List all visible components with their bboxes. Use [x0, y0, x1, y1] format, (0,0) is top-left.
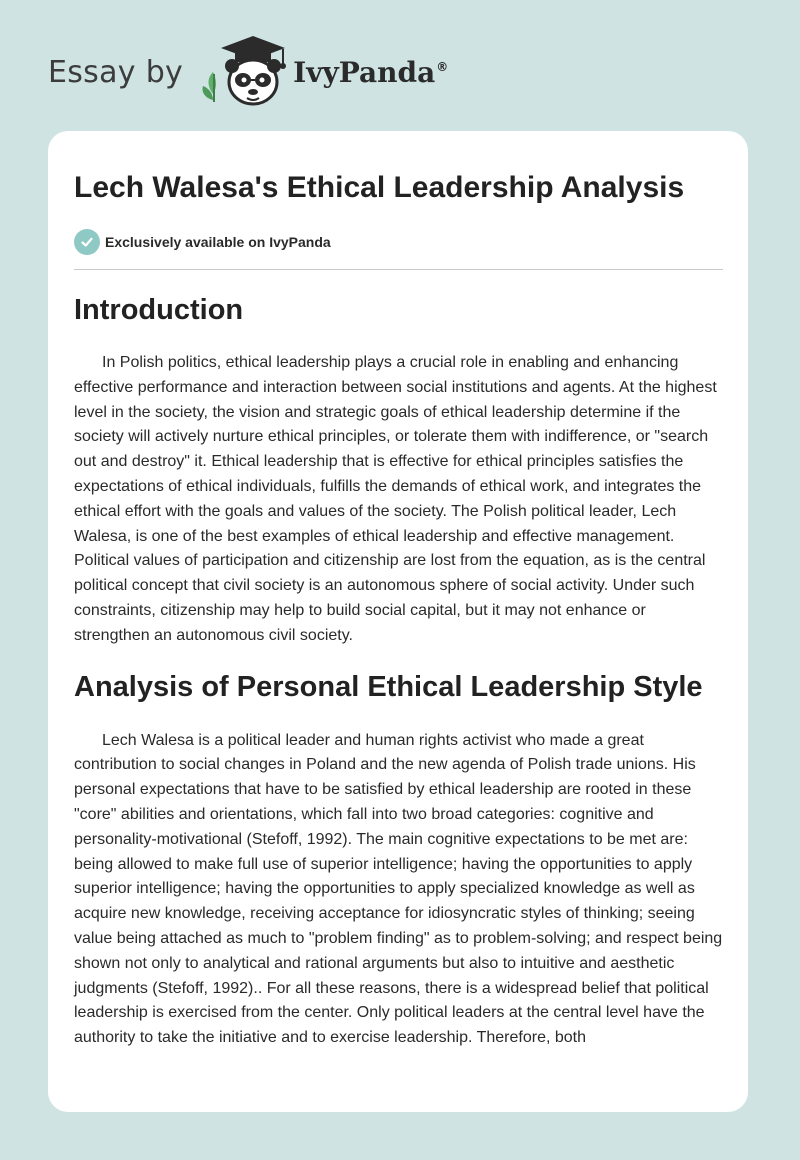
title-divider: [74, 269, 723, 270]
exclusive-badge-text: Exclusively available on IvyPanda: [105, 234, 331, 250]
section-heading-analysis: Analysis of Personal Ethical Leadership Style: [74, 670, 703, 703]
section-paragraph-introduction: In Polish politics, ethical leadership plays a crucial role in enabling and enhancing effective performance and interaction between social institutions and agents. At the highest level in the society, the vision and strategic goals of ethical leadership determine if the society will actively nurture ethical principles, or tolerate them with indifference, or "search out and destroy" it. Ethical leadership that is effective for ethical principles satisfies the expectations of ethical individuals, fulfills the demands of ethical work, and integrates the ethical effort with the goals and values of the society. The Polish political leader, Lech Walesa, is one of the best examples of ethical leadership and effective management. Political values of participation and citizenship are lost from the equation, as is the central political concept that civil society is an autonomous sphere of social activity. Under such constraints, citizenship may help to build social capital, but it may not enhance or strengthen an autonomous civil society.: [74, 354, 717, 644]
panda-graduate-icon: [199, 30, 289, 114]
essay-title: Lech Walesa's Ethical Leadership Analysis: [74, 171, 685, 204]
exclusive-badge: [74, 229, 724, 255]
brand-name: [293, 56, 448, 89]
section-heading-introduction: Introduction: [74, 294, 244, 326]
brand-name-text: IvyPanda: [293, 55, 436, 89]
essay-card: [48, 131, 748, 1112]
essay-content: [74, 131, 724, 1051]
section-paragraph-analysis: Lech Walesa is a political leader and human rights activist who made a great contribution to social changes in Poland and the new agenda of Polish trade unions. His personal expectations that have to be satisfied by ethical leadership are rooted in these "core" abilities and orientations, which fall into two broad categories: cognitive and personality-motivational (Stefoff, 1992). The main cognitive expectations to be met are: being allowed to make full use of superior intelligence; having the opportunities to apply superior intelligence; having the opportunities to apply specialized knowledge as well as acquire new knowledge, receiving acceptance for idiosyncratic styles of thinking; seeing value being attached as much to "problem finding" as to problem-solving; and respect being shown not only to analytical and rational arguments but also to intuitive and aesthetic judgments (Stefoff, 1992).. For all these reasons, there is a widespread belief that political leadership is exercised from the center. Only political leaders at the central level have the authority to take the initiative and to exercise leadership. Therefore, both: [74, 731, 723, 1047]
registered-mark: ®: [436, 60, 449, 75]
site-header: [48, 30, 448, 114]
check-circle-icon: [74, 229, 100, 255]
essay-by-label: Essay by: [48, 54, 184, 90]
